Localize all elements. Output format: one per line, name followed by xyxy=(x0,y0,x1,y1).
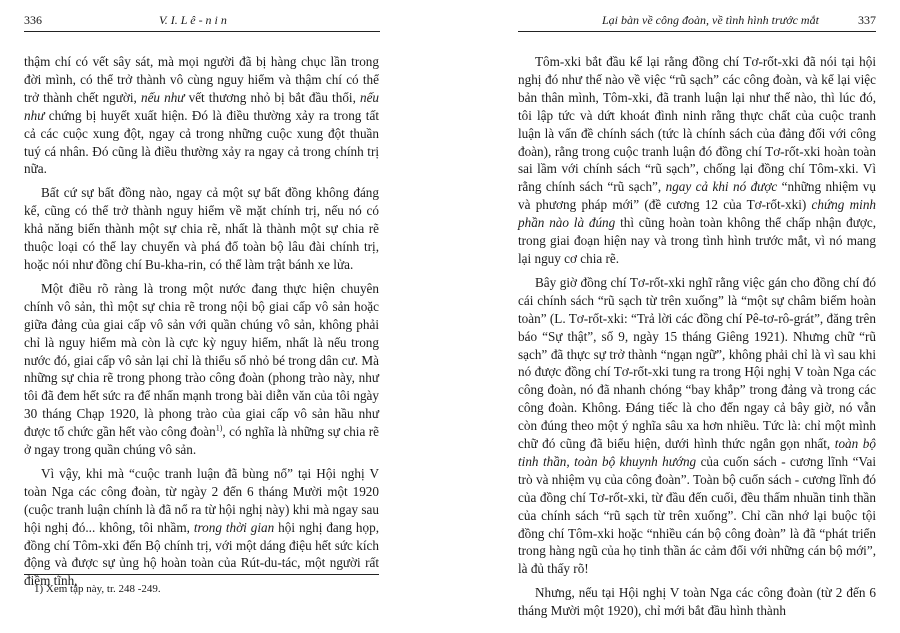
right-paragraph-3 xyxy=(518,584,876,620)
left-running-header: V. I. L ê - n i n xyxy=(159,13,227,27)
footnote-ref[interactable]: 1) xyxy=(215,423,223,433)
left-page-header xyxy=(24,11,380,29)
emphasis-text: toàn bộ tinh thần, toàn bộ khuynh hướng xyxy=(518,436,876,469)
left-header-rule xyxy=(24,31,380,32)
text-run: Nhưng, nếu tại Hội nghị V toàn Nga các công đoàn (từ 2 đến 6 tháng Mười một 1920), chỉ mới bắt đầu hình thành xyxy=(518,585,876,619)
left-paragraph-4 xyxy=(24,465,379,590)
right-page xyxy=(450,0,900,633)
emphasis-text: ngay cả khi nó được xyxy=(665,179,778,195)
text-run: hội nghị đang họp, đồng chí Tôm-xki đến Bộ chính trị, với một dáng điệu hết sức kích động và được sự ủng hộ hoàn toàn của Rút-du-tác, một người rất điềm tĩnh, xyxy=(24,519,379,589)
text-run: , có nghĩa là những sự chia rẽ ở ngay trong quần chúng vô sản. xyxy=(24,424,379,458)
text-run: Tôm-xki bắt đầu kể lại rằng đồng chí Tơ-rốt-xki đã nói tại hội nghị đó như thế nào về việc “rũ sạch” các công đoàn, và kể lại việc bản thân mình, Tôm-xki, đã tranh luận lại như thế nào, thì lúc đó, tôi lập tức và dứt khoát đình ninh rằng thực chất của cuộc tranh luận là vấn đề chính sách (tức là chính sách của đảng đối với công đoàn), rằng trong cuộc tranh luận đó đồng chí Tơ-rốt-xki hoàn toàn sai lầm với chính sách “rũ sạch”, chống lại đồng chí Tôm-xki. Vì rằng chính sách “rũ sạch”, xyxy=(518,54,876,195)
text-run: vết thương nhỏ bị bắt đầu thối, xyxy=(184,89,360,105)
text-run: của cuốn sách - cương lĩnh “Vai trò và nhiệm vụ của công đoàn”. Toàn bộ cuốn sách - cương lĩnh đó của đồng chí Tơ-rốt-xki, từ đầu đến cuối, đều thấm nhuần tinh thần của chính sách “rũ sạch từ trên xuống”. Chỉ cần nhớ lại buộc tội đồng chí Tôm-xki hoặc “nhiều cán bộ công đoàn” là đã “phát triển trong hàng ngũ của họ tinh thần ác cảm đối với những cán bộ mới”, là đủ thấy rõ! xyxy=(518,453,877,577)
text-run: chứng bị huyết xuất hiện. Đó là điều thường xảy ra trong tất cả các cuộc xung đột, ngay cả trong những cuộc xung đột thuần tuý cá nhân. Đó cũng là điều thường xảy ra ngay cả trong chính trị nữa. xyxy=(24,107,379,177)
emphasis-text: nếu như xyxy=(24,89,380,123)
right-header-rule xyxy=(518,31,876,32)
right-page-body xyxy=(518,53,876,626)
right-page-number: 337 xyxy=(858,13,876,27)
right-paragraph-1 xyxy=(518,53,876,268)
right-running-header: Lại bàn về công đoàn, về tình hình trước mắt xyxy=(602,13,819,27)
text-run: Một điều rõ ràng là trong một nước đang thực hiện chuyên chính vô sản, thì một sự chia rẽ trong nội bộ giai cấp vô sản hoặc giữa đảng của giai cấp vô sản với quần chúng vô sản, không phải chỉ là nguy hiểm mà còn là cực kỳ nguy hiểm, nhất là nếu trong nước đó, giai cấp vô sản lại chỉ là thiểu số nhỏ bé trong dân cư. Mà những sự chia rẽ trong phong trào công đoàn (phong trào này, như tôi đã đem hết sức ra để nhấn mạnh trong bài diễn văn của tôi ngày 30 tháng Chạp 1920, là phong trào của giai cấp vô sản hầu như được tổ chức gần hết vào công đoàn xyxy=(24,280,379,440)
text-run: Bây giờ đồng chí Tơ-rốt-xki nghĩ rằng việc gán cho đồng chí đó cái chính sách “rũ sạch từ trên xuống” là “một sự châm biếm hoàn toàn” (L. Tơ-rốt-xki: “Trả lời các đồng chí Pê-tơ-rô-grát”, đăng trên báo “Sự thật”, số 9, ngày 15 tháng Giêng 1921). Nhưng chữ “rũ sạch” đã thực sự trở thành “ngạn ngữ”, không phải chỉ là vì sau khi nó được đồng chí Tơ-rốt-xki tung ra trong Hội nghị V toàn Nga các công đoàn, nó đã nhanh chóng “bay khắp” trong đảng và trong các công đoàn. Không. Đáng tiếc là cho đến ngay cả bây giờ, nó vẫn còn đúng theo một ý nghĩa sâu xa hơn nhiều. Tức là: chỉ một mình chữ đó cũng đã biểu hiện, dưới hình thức ngắn gọn nhất, xyxy=(518,274,876,452)
left-page-number: 336 xyxy=(24,13,42,27)
left-page-body xyxy=(24,53,379,596)
left-paragraph-3 xyxy=(24,280,379,459)
text-run: Bất cứ sự bất đồng nào, ngay cả một sự bất đồng không đáng kể, cũng có thể trở thành nguy hiểm về mặt chính trị, nếu nó có khả năng biến thành một sự chia rẽ, nhất là thành một sự chia rẽ thuộc loại có thể lay chuyển và phá đổ toàn bộ lâu đài chính trị, hoặc nói như đồng chí Bu-kha-rin, có thể làm trật bánh xe lửa. xyxy=(24,185,379,272)
emphasis-text: nếu như xyxy=(140,89,185,105)
text-run: Vì vậy, khi mà “cuộc tranh luận đã bùng nổ” tại Hội nghị V toàn Nga các công đoàn, từ ngày 2 đến 6 tháng Mười một 1920 (cuộc tranh luận chính là đã nổ ra từ hội nghị này) khi mà ngay sau hội nghị đó... không, tôi nhầm, xyxy=(24,465,379,535)
emphasis-text: chứng minh phần nào là đúng xyxy=(518,197,877,231)
text-run: “những nhiệm vụ và phương pháp mới” (đề cương 12 của Tơ-rốt-xki) xyxy=(518,179,876,213)
text-run: thậm chí có vết sây sát, mà mọi người đã bị hàng chục lần trong đời mình, có thể trở thành vô cùng nguy hiểm và thậm chí có thể trở thành chết người, xyxy=(24,54,379,105)
footnote: 1) Xem tập này, tr. 248 -249. xyxy=(34,583,161,595)
text-run: thì cũng hoàn toàn không thể chấp nhận được, trong giai đoạn hiện nay và trong tình hình trước mắt, vì nó mang lại nguy cơ chia rẽ. xyxy=(518,215,876,266)
left-paragraph-1 xyxy=(24,53,379,178)
emphasis-text: trong thời gian xyxy=(193,519,275,535)
right-paragraph-2 xyxy=(518,274,876,578)
right-page-header xyxy=(518,11,876,29)
footnote-rule xyxy=(24,574,379,575)
left-paragraph-2 xyxy=(24,184,379,274)
